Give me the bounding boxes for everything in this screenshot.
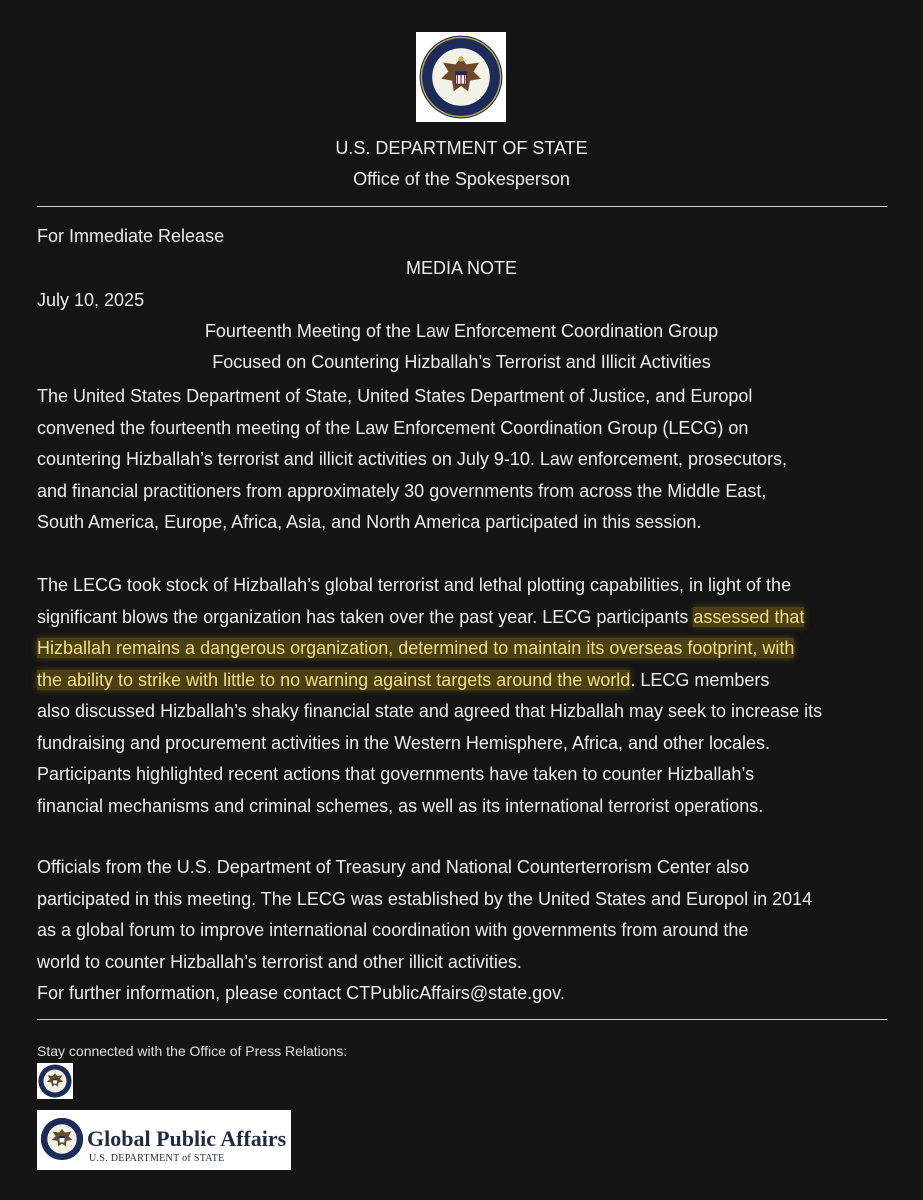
state-seal-small-icon: [37, 1063, 73, 1099]
release-date: July 10, 2025: [37, 290, 145, 310]
paragraph-3-line: participated in this meeting. The LECG was established by the United States and Europol in 2014: [37, 888, 813, 909]
gpa-logo-title: Global Public Affairs: [87, 1126, 287, 1151]
paragraph-2-line: significant blows the organization has taken over the past year. LECG participants: [37, 606, 694, 627]
paragraph-2: [37, 570, 887, 822]
gpa-seal-icon: [39, 1116, 85, 1162]
paragraph-3-line: Officials from the U.S. Department of Treasury and National Counterterrorism Center also: [37, 857, 749, 877]
paragraph-3-line: world to counter Hizballah’s terrorist and other illicit activities.: [37, 951, 522, 972]
top-divider: [37, 206, 887, 207]
paragraph-1: [37, 381, 887, 539]
bottom-divider: [37, 1019, 887, 1020]
office-name: Office of the Spokesperson: [353, 169, 570, 189]
global-public-affairs-logo[interactable]: [37, 1110, 291, 1170]
gpa-logo-subtitle: U.S. DEPARTMENT of STATE: [89, 1153, 225, 1164]
department-seal: [416, 32, 506, 122]
paragraph-1-line: South America, Europe, Africa, Asia, and North America participated in this session.: [37, 512, 702, 532]
paragraph-2-line: . LECG members: [630, 669, 770, 690]
paragraph-1-line: convened the fourteenth meeting of the Law Enforcement Coordination Group (LECG) on: [37, 417, 749, 438]
headline-line-2: Focused on Countering Hizballah’s Terrorist and Illicit Activities: [212, 352, 711, 372]
release-label: For Immediate Release: [37, 226, 225, 246]
paragraph-3: [37, 852, 887, 1010]
headline-line-1: Fourteenth Meeting of the Law Enforcement Coordination Group: [204, 321, 719, 341]
highlighted-text: Hizballah remains a dangerous organization, determined to maintain its overseas footprint, with: [37, 638, 795, 658]
stay-connected-text: Stay connected with the Office of Press Relations:: [37, 1043, 348, 1059]
department-name: U.S. DEPARTMENT OF STATE: [335, 138, 588, 158]
highlighted-text: assessed that: [693, 606, 805, 627]
paragraph-2-line: fundraising and procurement activities in the Western Hemisphere, Africa, and other locales.: [37, 732, 771, 753]
highlighted-text: the ability to strike with little to no warning against targets around the world: [37, 669, 631, 690]
paragraph-2-line: also discussed Hizballah’s shaky financial state and agreed that Hizballah may seek to increase its: [37, 701, 823, 721]
contact-line: For further information, please contact CTPublicAffairs@state.gov.: [37, 983, 565, 1003]
paragraph-2-line: financial mechanisms and criminal schemes, as well as its international terrorist operations.: [37, 795, 764, 816]
department-of-state-seal-icon: [416, 32, 506, 122]
paragraph-1-line: countering Hizballah’s terrorist and illicit activities on July 9-10. Law enforcement, prosecutors,: [37, 449, 788, 469]
paragraph-2-line: Participants highlighted recent actions that governments have taken to counter Hizballah’s: [37, 764, 755, 784]
press-relations-link[interactable]: [37, 1063, 73, 1099]
paragraph-3-line: as a global forum to improve international coordination with governments from around the: [37, 920, 749, 940]
paragraph-1-line: The United States Department of State, United States Department of Justice, and Europol: [37, 386, 753, 406]
paragraph-2-line: The LECG took stock of Hizballah’s global terrorist and lethal plotting capabilities, in light of the: [37, 575, 792, 595]
media-note-label: MEDIA NOTE: [405, 258, 517, 278]
paragraph-1-line: and financial practitioners from approximately 30 governments from across the Middle East,: [37, 480, 767, 501]
